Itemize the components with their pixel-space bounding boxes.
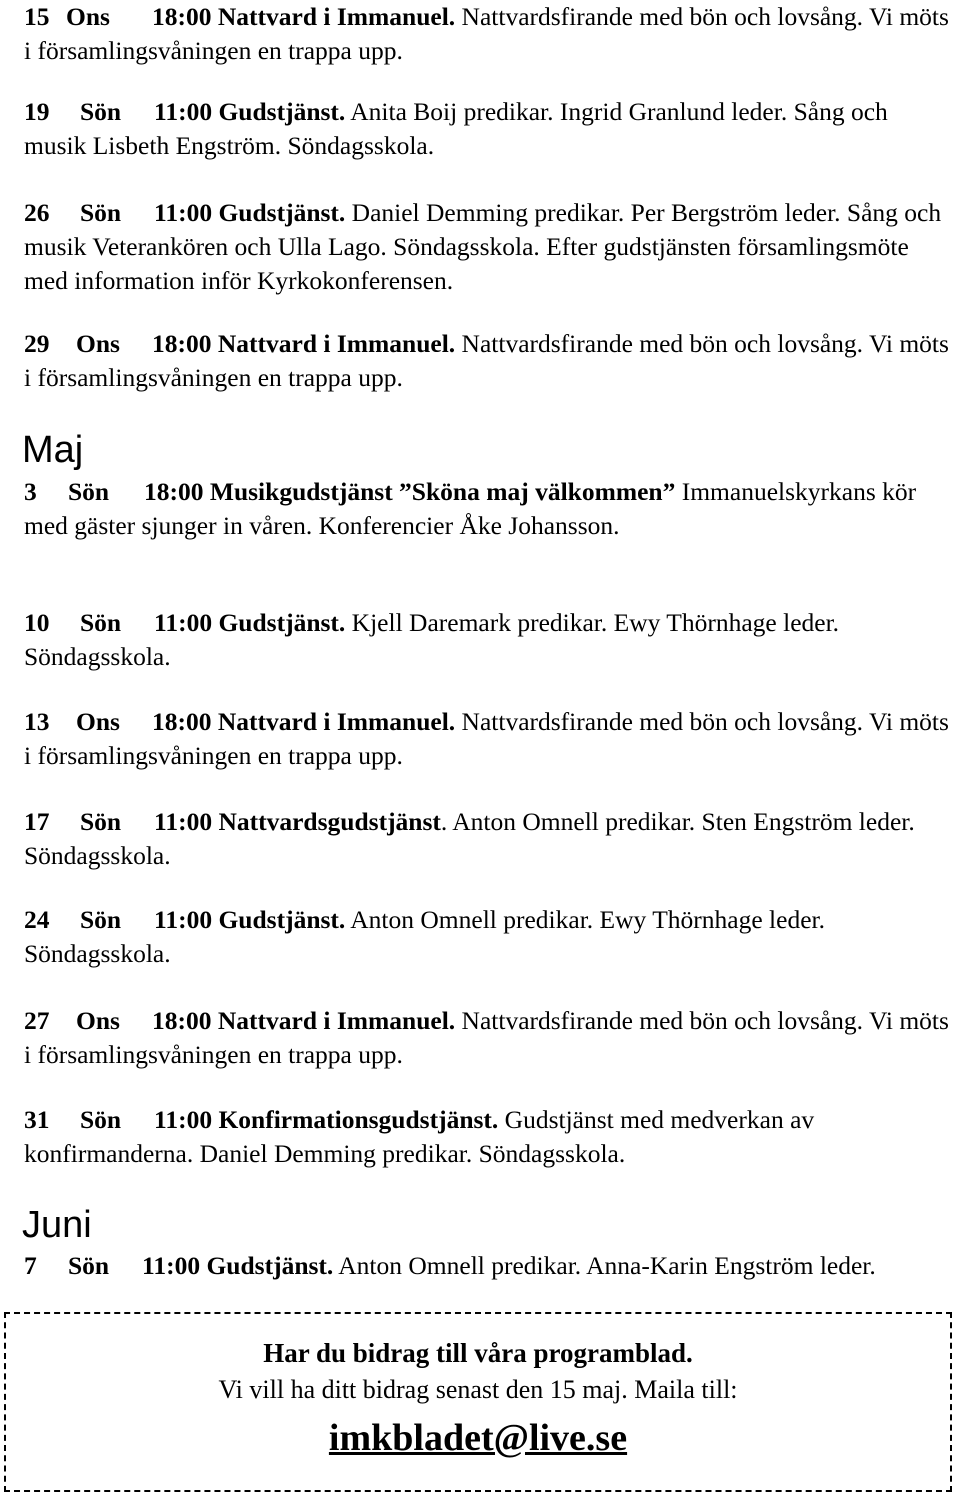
event-time: 11:00 bbox=[154, 97, 213, 126]
event-title: Konfirmationsgudstjänst. bbox=[218, 1105, 499, 1134]
event-time: 18:00 bbox=[152, 329, 212, 358]
event-weekday: Ons bbox=[76, 329, 120, 358]
event-text: Nattvardsfirande med bön och lovsång. Vi möts i församlingsvåningen en trappa upp. bbox=[24, 707, 949, 770]
event-weekday: Ons bbox=[76, 1006, 120, 1035]
event-entry bbox=[24, 327, 949, 395]
event-weekday: Ons bbox=[66, 2, 110, 31]
event-time: 11:00 bbox=[154, 905, 213, 934]
contribution-notice-box bbox=[4, 1312, 952, 1492]
event-time: 11:00 bbox=[142, 1251, 201, 1280]
event-day: 24 bbox=[24, 905, 50, 934]
event-entry bbox=[24, 475, 949, 543]
event-entry bbox=[24, 1249, 949, 1283]
event-title: Gudstjänst. bbox=[206, 1251, 334, 1280]
event-title: Gudstjänst. bbox=[218, 198, 346, 227]
event-weekday: Sön bbox=[68, 1251, 110, 1280]
event-text: Anton Omnell predikar. Anna-Karin Engström leder. bbox=[333, 1251, 876, 1280]
event-entry bbox=[24, 1004, 949, 1072]
event-time: 18:00 bbox=[152, 2, 212, 31]
event-time: 18:00 bbox=[152, 707, 212, 736]
event-weekday: Sön bbox=[68, 477, 110, 506]
event-day: 27 bbox=[24, 1006, 50, 1035]
notice-title: Har du bidrag till våra programblad. bbox=[263, 1338, 693, 1368]
event-time: 11:00 bbox=[154, 1105, 213, 1134]
event-time: 18:00 bbox=[144, 477, 204, 506]
notice-subtitle: Vi vill ha ditt bidrag senast den 15 maj. Maila till: bbox=[218, 1375, 738, 1404]
event-day: 31 bbox=[24, 1105, 50, 1134]
event-weekday: Ons bbox=[76, 707, 120, 736]
event-entry bbox=[24, 903, 949, 971]
event-day: 13 bbox=[24, 707, 50, 736]
event-day: 26 bbox=[24, 198, 50, 227]
event-title: Nattvard i Immanuel. bbox=[217, 329, 456, 358]
event-day: 10 bbox=[24, 608, 50, 637]
event-day: 19 bbox=[24, 97, 50, 126]
event-text: . Anton Omnell predikar. Sten Engström leder. Söndagsskola. bbox=[24, 807, 915, 870]
event-day: 7 bbox=[24, 1251, 37, 1280]
event-weekday: Sön bbox=[80, 807, 122, 836]
event-text: Immanuelskyrkans kör med gäster sjunger in våren. Konferencier Åke Johansson. bbox=[24, 477, 917, 540]
event-time: 11:00 bbox=[154, 807, 213, 836]
event-text: Gudstjänst med medverkan av konfirmanderna. Daniel Demming predikar. Söndagsskola. bbox=[24, 1105, 815, 1168]
event-title: Gudstjänst. bbox=[218, 905, 346, 934]
event-text: Anita Boij predikar. Ingrid Granlund leder. Sång och musik Lisbeth Engström. Söndagsskola. bbox=[24, 97, 888, 160]
event-text: Nattvardsfirande med bön och lovsång. Vi möts i församlingsvåningen en trappa upp. bbox=[24, 329, 949, 392]
month-heading-maj: Maj bbox=[22, 429, 84, 471]
event-text: Nattvardsfirande med bön och lovsång. Vi möts i församlingsvåningen en trappa upp. bbox=[24, 1006, 949, 1069]
event-time: 18:00 bbox=[152, 1006, 212, 1035]
month-heading-juni: Juni bbox=[22, 1204, 92, 1246]
event-text: Anton Omnell predikar. Ewy Thörnhage leder. Söndagsskola. bbox=[24, 905, 825, 968]
event-title: Nattvard i Immanuel. bbox=[217, 1006, 456, 1035]
event-day: 29 bbox=[24, 329, 50, 358]
event-title: Gudstjänst. bbox=[218, 608, 346, 637]
event-time: 11:00 bbox=[154, 198, 213, 227]
event-entry bbox=[24, 606, 949, 674]
event-text: Kjell Daremark predikar. Ewy Thörnhage leder. Söndagsskola. bbox=[24, 608, 840, 671]
event-title: Musikgudstjänst ”Sköna maj välkommen” bbox=[209, 477, 676, 506]
event-weekday: Sön bbox=[80, 97, 122, 126]
event-weekday: Sön bbox=[80, 1105, 122, 1134]
event-day: 15 bbox=[24, 2, 50, 31]
event-entry bbox=[24, 705, 949, 773]
event-weekday: Sön bbox=[80, 198, 122, 227]
event-entry bbox=[24, 95, 949, 163]
event-day: 17 bbox=[24, 807, 50, 836]
event-day: 3 bbox=[24, 477, 37, 506]
event-weekday: Sön bbox=[80, 905, 122, 934]
event-title: Nattvard i Immanuel. bbox=[217, 707, 456, 736]
event-entry bbox=[24, 805, 949, 873]
event-time: 11:00 bbox=[154, 608, 213, 637]
event-text: Nattvardsfirande med bön och lovsång. Vi möts i församlingsvåningen en trappa upp. bbox=[24, 2, 949, 65]
notice-email-link[interactable]: imkbladet@live.se bbox=[328, 1417, 628, 1459]
event-weekday: Sön bbox=[80, 608, 122, 637]
event-title: Nattvard i Immanuel. bbox=[217, 2, 456, 31]
event-entry bbox=[24, 0, 949, 68]
event-entry bbox=[24, 196, 949, 298]
event-title: Nattvardsgudstjänst bbox=[218, 807, 441, 836]
event-entry bbox=[24, 1103, 949, 1171]
event-title: Gudstjänst. bbox=[218, 97, 346, 126]
event-text: Daniel Demming predikar. Per Bergström leder. Sång och musik Veterankören och Ulla Lago. Söndagsskola. Efter gudstjänsten församlingsmöte med information inför Kyrkokonferensen. bbox=[24, 198, 942, 295]
